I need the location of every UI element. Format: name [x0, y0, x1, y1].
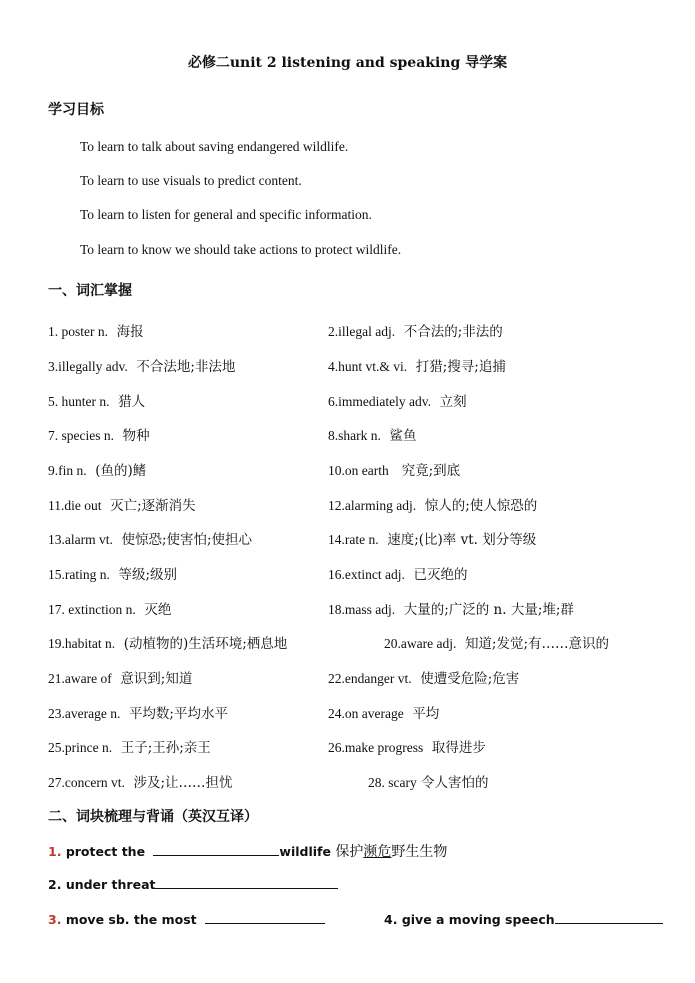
vocab-term: 17. extinction n. — [48, 602, 136, 617]
vocab-meaning: 打猎;搜寻;追捕 — [415, 359, 506, 375]
vocab-term: 28. scary — [368, 775, 417, 790]
vocab-term: 11.die out — [48, 498, 102, 513]
objective-item: To learn to use visuals to predict content. — [80, 173, 302, 188]
answer-blank[interactable] — [153, 843, 279, 856]
vocab-term: 24.on average — [328, 706, 404, 721]
vocab-heading: 一、词汇掌握 — [48, 283, 132, 299]
vocab-meaning: 等级;级别 — [118, 567, 178, 583]
phrase-item — [48, 876, 338, 892]
vocab-term: 22.endanger vt. — [328, 671, 412, 686]
vocab-item — [48, 459, 146, 479]
vocab-item — [328, 563, 467, 583]
vocab-item — [328, 355, 506, 375]
vocab-item — [48, 598, 171, 618]
vocab-item — [328, 494, 537, 514]
vocab-meaning: 不合法地;非法地 — [136, 359, 236, 375]
vocab-term: 16.extinct adj. — [328, 567, 405, 582]
vocab-item — [328, 320, 503, 340]
vocab-item — [48, 494, 196, 514]
vocab-meaning: (动植物的)生活环境;栖息地 — [123, 636, 288, 652]
phrase-text: protect the — [65, 844, 146, 859]
vocab-item — [48, 355, 235, 375]
vocab-term: 12.alarming adj. — [328, 498, 417, 513]
phrase-number: 4. — [384, 912, 398, 927]
vocab-item — [48, 702, 228, 722]
objective-item: To learn to listen for general and specific information. — [80, 207, 372, 222]
vocab-term: 18.mass adj. — [328, 602, 396, 617]
phrase-translation: 野生生物 — [391, 844, 448, 860]
vocab-term: 20.aware adj. — [384, 636, 457, 651]
vocab-term: 1. poster n. — [48, 324, 108, 339]
vocab-term: 5. hunter n. — [48, 394, 110, 409]
vocab-meaning: 令人害怕的 — [421, 775, 489, 791]
vocab-meaning: 灭绝 — [144, 602, 172, 618]
phrase-translation: 保护 — [335, 844, 364, 860]
vocab-meaning: 知道;发觉;有……意识的 — [464, 636, 610, 652]
phrase-number: 2. — [48, 877, 62, 892]
vocab-meaning: 物种 — [122, 428, 150, 444]
vocab-item — [48, 390, 145, 410]
vocab-meaning: 究竟;到底 — [401, 463, 461, 479]
vocab-item — [328, 424, 416, 444]
vocab-meaning: 立刻 — [439, 394, 467, 410]
vocab-term: 25.prince n. — [48, 740, 113, 755]
vocab-item — [48, 528, 252, 548]
vocab-item — [368, 771, 489, 791]
phrase-text: give a moving speech — [401, 912, 555, 927]
vocab-meaning: 已灭绝的 — [413, 567, 468, 583]
phrase-text: under threat — [65, 877, 156, 892]
answer-blank[interactable] — [205, 911, 325, 924]
objective-item: To learn to talk about saving endangered wildlife. — [80, 139, 349, 154]
phrase-text: move sb. the most — [65, 912, 197, 927]
vocab-meaning: 速度;(比)率 vt. 划分等级 — [387, 532, 537, 548]
vocab-item — [328, 702, 439, 722]
phrase-item — [48, 911, 325, 927]
vocab-item — [48, 632, 287, 652]
vocab-term: 27.concern vt. — [48, 775, 125, 790]
vocab-term: 10.on earth — [328, 463, 389, 478]
vocab-meaning: 涉及;让……担忧 — [133, 775, 233, 791]
vocab-term: 26.make progress — [328, 740, 424, 755]
vocab-term: 9.fin n. — [48, 463, 87, 478]
vocab-term: 23.average n. — [48, 706, 121, 721]
vocab-meaning: (鱼的)鳍 — [95, 463, 147, 479]
vocab-meaning: 不合法的;非法的 — [403, 324, 503, 340]
vocab-item — [384, 632, 609, 652]
phrase-text: wildlife — [279, 844, 331, 859]
phrase-number: 1. — [48, 844, 62, 859]
vocab-meaning: 平均 — [412, 706, 440, 722]
vocab-term: 21.aware of — [48, 671, 112, 686]
answer-blank[interactable] — [555, 911, 663, 924]
objective-item: To learn to know we should take actions to protect wildlife. — [80, 242, 402, 257]
vocab-item — [328, 667, 519, 687]
vocab-item — [48, 424, 150, 444]
vocab-term: 4.hunt vt.& vi. — [328, 359, 408, 374]
vocab-item — [48, 320, 144, 340]
vocab-term: 15.rating n. — [48, 567, 110, 582]
vocab-term: 7. species n. — [48, 428, 114, 443]
vocab-term: 19.habitat n. — [48, 636, 116, 651]
vocab-meaning: 平均数;平均水平 — [128, 706, 228, 722]
vocab-meaning: 取得进步 — [431, 740, 486, 756]
vocab-item — [328, 598, 574, 618]
vocab-term: 2.illegal adj. — [328, 324, 396, 339]
phrases-heading: 二、词块梳理与背诵（英汉互译） — [48, 809, 258, 825]
vocab-meaning: 王子;王孙;亲王 — [120, 740, 211, 756]
document-title: 必修二unit 2 listening and speaking 导学案 — [187, 55, 508, 71]
vocab-meaning: 海报 — [116, 324, 144, 340]
vocab-item — [48, 736, 211, 756]
vocab-meaning: 猎人 — [118, 394, 146, 410]
vocab-term: 6.immediately adv. — [328, 394, 431, 409]
vocab-meaning: 使惊恐;使害怕;使担心 — [121, 532, 253, 548]
vocab-meaning: 鲨鱼 — [389, 428, 417, 444]
answer-blank[interactable] — [155, 876, 338, 889]
vocab-term: 3.illegally adv. — [48, 359, 128, 374]
vocab-item — [48, 667, 192, 687]
vocab-item — [48, 563, 177, 583]
objectives-heading: 学习目标 — [48, 102, 104, 118]
vocab-term: 13.alarm vt. — [48, 532, 113, 547]
vocab-item — [328, 528, 536, 548]
vocab-meaning: 意识到;知道 — [120, 671, 193, 687]
vocab-meaning: 灭亡;逐渐消失 — [110, 498, 196, 514]
vocab-meaning: 大量的;广泛的 n. 大量;堆;群 — [403, 602, 574, 618]
vocab-term: 14.rate n. — [328, 532, 379, 547]
vocab-item — [328, 390, 467, 410]
vocab-item — [328, 459, 460, 479]
phrase-item — [48, 841, 447, 861]
vocab-meaning: 惊人的;使人惊恐的 — [424, 498, 538, 514]
phrase-translation-keyword: 濒危 — [363, 844, 392, 860]
phrase-item — [384, 911, 663, 927]
phrase-number: 3. — [48, 912, 62, 927]
vocab-meaning: 使遭受危险;危害 — [420, 671, 520, 687]
vocab-item — [48, 771, 233, 791]
vocab-item — [328, 736, 486, 756]
vocab-term: 8.shark n. — [328, 428, 381, 443]
